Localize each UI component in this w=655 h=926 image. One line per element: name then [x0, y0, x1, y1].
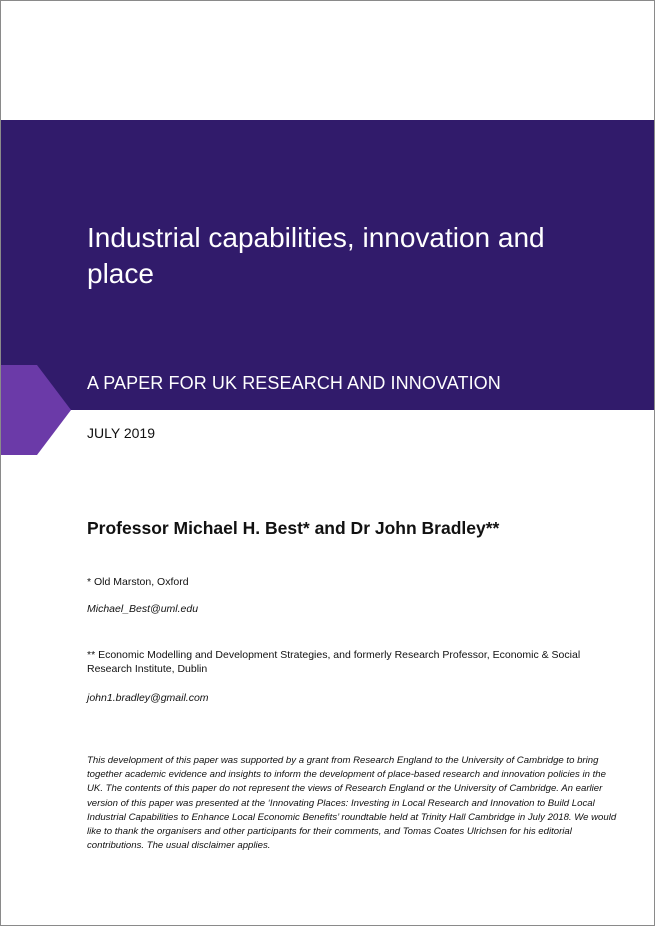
author2-affiliation: ** Economic Modelling and Development Strategies, and formerly Research Professor, Economic & Social Research Institute, Dublin — [87, 649, 581, 675]
accent-arrow-polygon — [1, 365, 71, 455]
authors-line: Professor Michael H. Best* and Dr John Bradley** — [87, 518, 500, 538]
acknowledgement-note: This development of this paper was supported by a grant from Research England to the University of Cambridge to bring together academic evidence and insights to inform the development of place-based research and innovation policies in the UK. The contents of this paper do not represent the views of Research England or the University of Cambridge. An earlier version of this paper was presented at the ‘Innovating Places: Investing in Local Research and Innovation to Build Local Industrial Capabilities to Enhance Local Economic Benefits’ roundtable held at Trinity Hall Cambridge in July 2018. We would like to thank the organisers and other participants for their comments, and Tomas Coates Ulrichsen for his editorial contributions. The usual disclaimer applies. — [87, 755, 617, 852]
accent-arrow-shape — [1, 365, 71, 455]
author2-email: john1.bradley@gmail.com — [87, 692, 209, 704]
author1-email: Michael_Best@uml.edu — [87, 603, 199, 615]
author1-affiliation: * Old Marston, Oxford — [87, 576, 189, 588]
publication-date: JULY 2019 — [87, 425, 155, 441]
paper-subtitle: A PAPER FOR UK RESEARCH AND INNOVATION — [87, 373, 501, 393]
page-title: Industrial capabilities, innovation and place — [87, 222, 545, 289]
